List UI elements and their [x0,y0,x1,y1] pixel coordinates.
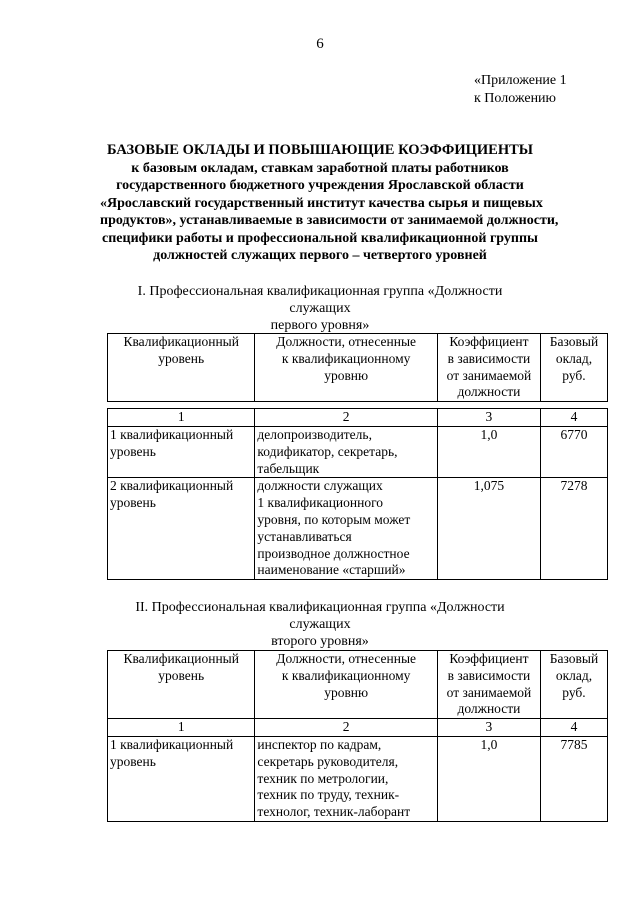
header-coefficient [437,334,540,402]
header-salary-line-2: оклад, [555,667,593,683]
level-cell [108,426,255,477]
level-line: 1 квалификационный [110,736,234,752]
header-coefficient-line-3: от занимаемой [446,684,532,700]
header-salary [540,651,607,719]
col-number-1: 1 [108,719,255,737]
section-2-heading-line-1: II. Профессиональная квалификационная группа «Должности служащих [135,600,505,632]
header-positions-line-2: к квалификационному [281,350,411,366]
table-header-row [108,334,608,402]
header-level-line-2: уровень [158,350,205,366]
header-salary-line-3: руб. [562,684,586,700]
header-salary [540,334,607,402]
table-header-row [108,651,608,719]
header-coefficient-line-2: в зависимости [447,667,531,683]
position-line: должности служащих [257,478,383,494]
salary-cell: 7278 [540,478,607,580]
header-salary-line-1: Базовый [549,334,599,349]
position-line: делопроизводитель, [257,426,372,442]
position-line: 1 квалификационного [257,495,384,511]
header-coefficient-line-1: Коэффициент [449,651,529,666]
table-row [108,736,608,821]
header-positions-line-2: к квалификационному [281,667,411,683]
position-line: технолог, техник-лаборант [257,804,411,820]
header-level [108,651,255,719]
level-line: 2 квалификационный [110,478,234,494]
title-line-2: к базовым окладам, ставкам заработной платы работников [131,160,509,176]
header-coefficient [437,651,540,719]
section-2-heading [110,599,530,650]
position-line: секретарь руководителя, [257,753,399,769]
page-number: 6 [316,36,324,52]
header-salary-line-3: руб. [562,367,586,383]
header-salary-line-2: оклад, [555,350,593,366]
level-line: уровень [110,753,156,769]
section-1-table [107,333,608,580]
col-number-2: 2 [255,719,437,737]
position-line: техник по метрологии, [257,770,389,786]
header-coefficient-line-4: должности [457,384,521,400]
header-positions-line-3: уровню [324,684,369,700]
header-positions-line-3: уровню [324,367,369,383]
coefficient-cell: 1,0 [437,736,540,821]
table-spacer [108,402,608,409]
position-line: устанавливаться [257,528,352,544]
title-line-7: должностей служащих первого – четвертого уровней [153,248,487,263]
position-line: наименование «старший» [257,562,406,578]
col-number-4: 4 [540,719,607,737]
header-level-line-1: Квалификационный [123,651,239,666]
level-cell [108,478,255,580]
section-2-table [107,650,608,822]
level-line: 1 квалификационный [110,426,234,442]
positions-cell [255,478,437,580]
header-positions-line-1: Должности, отнесенные [276,334,417,349]
header-level [108,334,255,402]
col-number-3: 3 [437,719,540,737]
header-positions [255,334,437,402]
header-positions [255,651,437,719]
document-title [100,142,559,265]
position-line: производное должностное [257,545,410,561]
level-line: уровень [110,443,156,459]
col-number-2: 2 [255,409,437,427]
appendix-line-2: к Положению [474,91,557,106]
header-coefficient-line-1: Коэффициент [449,334,529,349]
position-line: табельщик [257,460,320,476]
col-number-1: 1 [108,409,255,427]
section-1-heading-line-1: I. Профессиональная квалификационная группа «Должности служащих [137,284,503,316]
title-line-1: БАЗОВЫЕ ОКЛАДЫ И ПОВЫШАЮЩИЕ КОЭФФИЦИЕНТЫ [106,142,534,158]
table-row [108,426,608,477]
position-line: кодификатор, секретарь, [257,443,398,459]
title-line-6: специфики работы и профессиональной квалификационной группы [102,230,538,246]
positions-cell [255,426,437,477]
title-line-3: государственного бюджетного учреждения Ярославской области [116,178,524,193]
title-line-5: продуктов», устанавливаемые в зависимости от занимаемой должности, [100,213,559,228]
position-line: инспектор по кадрам, [257,736,382,752]
section-1-heading-line-2: первого уровня» [270,318,370,333]
title-line-4: «Ярославский государственный институт качества сырья и пищевых [100,195,543,211]
coefficient-cell: 1,075 [437,478,540,580]
table-row [108,478,608,580]
header-positions-line-1: Должности, отнесенные [276,651,417,666]
header-coefficient-line-2: в зависимости [447,350,531,366]
header-level-line-2: уровень [158,667,205,683]
table-number-row [108,719,608,737]
col-number-3: 3 [437,409,540,427]
header-salary-line-1: Базовый [549,651,599,666]
level-line: уровень [110,495,156,511]
table-number-row [108,409,608,427]
section-1-heading [110,283,530,334]
level-cell [108,736,255,821]
header-coefficient-line-4: должности [457,701,521,717]
coefficient-cell: 1,0 [437,426,540,477]
position-line: уровня, по которым может [257,511,411,527]
positions-cell [255,736,437,821]
position-line: техник по труду, техник- [257,787,400,803]
col-number-4: 4 [540,409,607,427]
section-2-heading-line-2: второго уровня» [271,634,369,649]
header-coefficient-line-3: от занимаемой [446,367,532,383]
appendix-line-1: «Приложение 1 [474,73,567,88]
salary-cell: 7785 [540,736,607,821]
header-level-line-1: Квалификационный [123,334,239,349]
salary-cell: 6770 [540,426,607,477]
